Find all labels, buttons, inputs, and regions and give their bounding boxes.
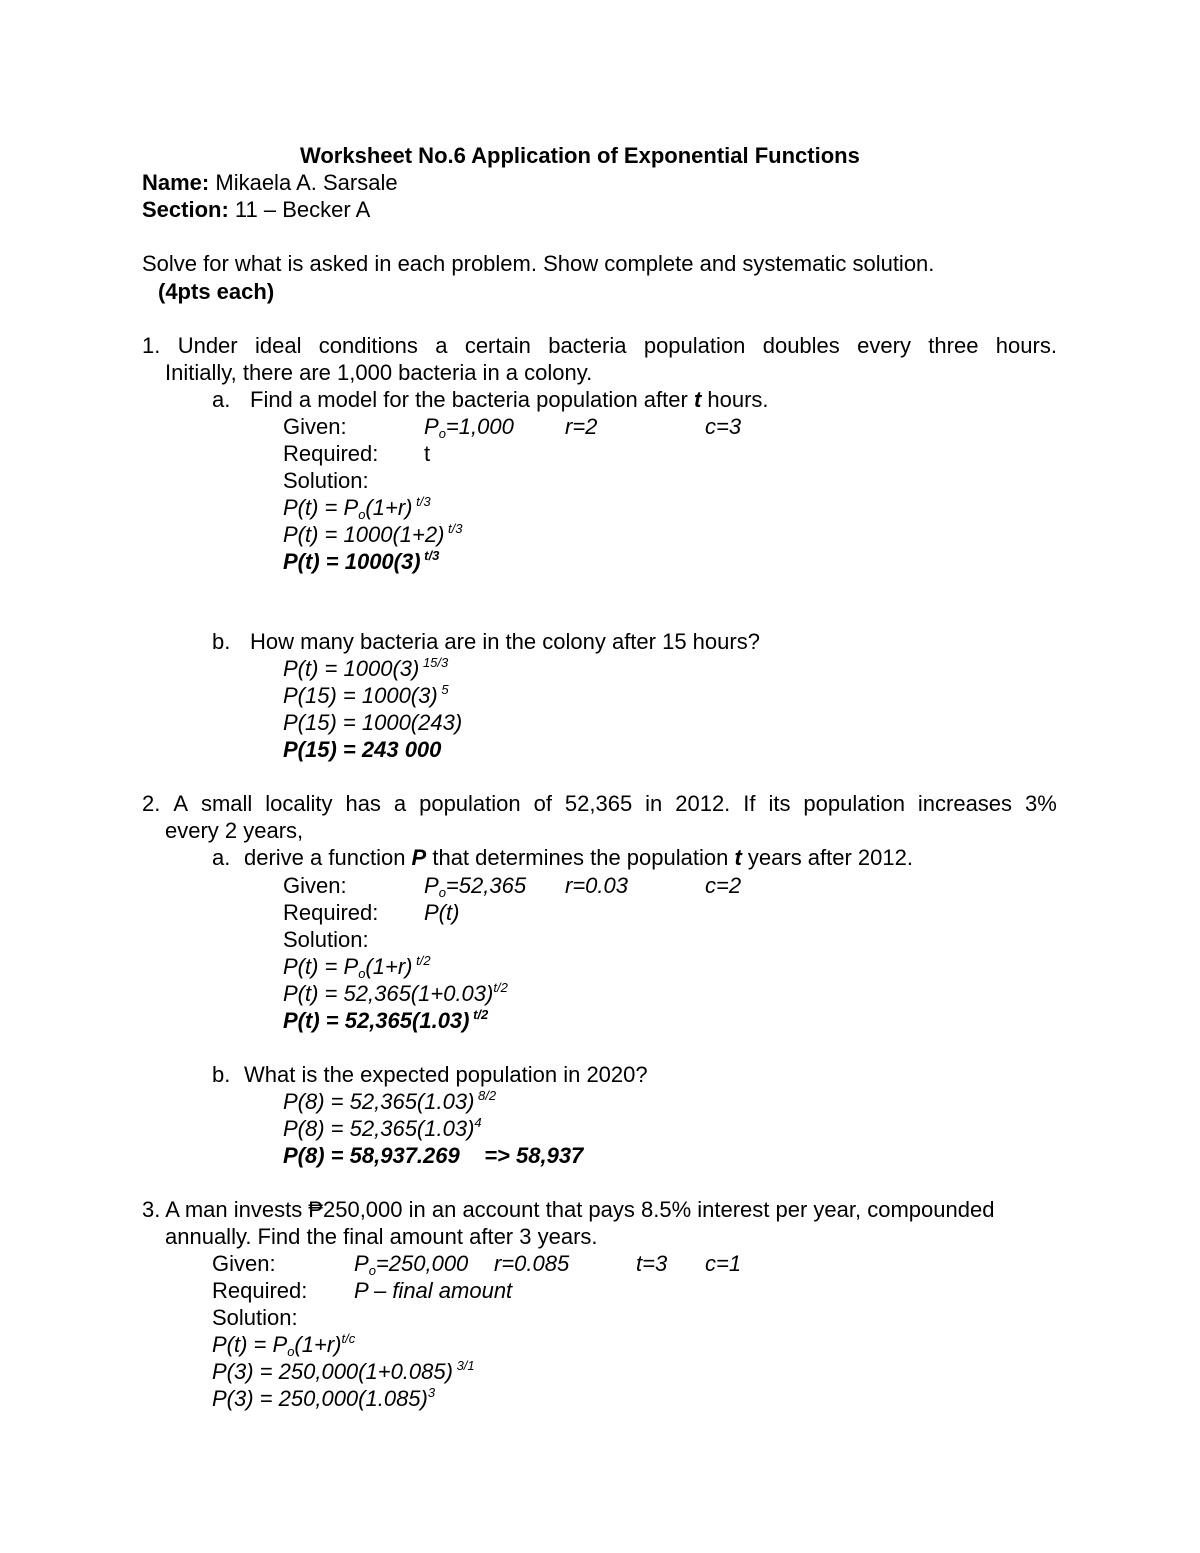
p2-answer-text: P(t) = 52,365(1.03) bbox=[283, 1008, 470, 1033]
p1-solution-label: Solution: bbox=[283, 468, 369, 493]
p2-word: increases bbox=[917, 791, 1013, 816]
p3-given-label: Given: bbox=[212, 1251, 276, 1276]
p2-word: 52,365 bbox=[564, 791, 633, 816]
p1-word: certain bbox=[464, 333, 531, 358]
p1-solution-answer bbox=[283, 548, 439, 575]
p1-b-step-1 bbox=[283, 655, 448, 682]
p3-given-t: t=3 bbox=[636, 1251, 668, 1276]
p2-step-sup: t/2 bbox=[493, 980, 508, 995]
p2-step-sup: t/2 bbox=[412, 953, 431, 968]
problem-3-line-2: annually. Find the final amount after 3 years. bbox=[165, 1224, 598, 1249]
p2-solution-label: Solution: bbox=[283, 927, 369, 952]
problem-1-line-2: Initially, there are 1,000 bacteria in a colony. bbox=[165, 360, 593, 385]
p3-step-text: P(3) = 250,000(1+0.085) bbox=[212, 1359, 453, 1384]
p3-given-r: r=0.085 bbox=[494, 1251, 570, 1276]
p2-b-step-1 bbox=[283, 1088, 496, 1115]
p2-word: small bbox=[200, 791, 253, 816]
p1-p0-symbol: P bbox=[424, 414, 439, 439]
p3-step-sub: o bbox=[287, 1344, 295, 1359]
points-note: (4pts each) bbox=[158, 279, 275, 304]
p2-step-text: P(t) = 52,365(1+0.03) bbox=[283, 981, 494, 1006]
problem-3-line-1: 3. A man invests ₱250,000 in an account that pays 8.5% interest per year, compounded bbox=[142, 1197, 995, 1222]
p3-p0-subscript: o bbox=[368, 1263, 376, 1278]
p1-word: Under bbox=[177, 333, 238, 358]
p1-b-step-3: P(15) = 1000(243) bbox=[283, 710, 463, 735]
p3-step-sup: 3/1 bbox=[452, 1358, 475, 1373]
p2-b-answer: P(8) = 58,937.269 => 58,937 bbox=[283, 1143, 584, 1168]
p3-step-text: P(t) = P bbox=[212, 1332, 288, 1357]
p2-b-text: P(8) = 52,365(1.03) bbox=[283, 1116, 475, 1141]
p2-p0-value: =52,365 bbox=[445, 873, 527, 898]
p2-word: has bbox=[345, 791, 381, 816]
p2-a-text: derive a function bbox=[244, 845, 412, 870]
p1-word: hours. bbox=[995, 333, 1057, 358]
p1-a-label: a. bbox=[212, 387, 231, 412]
p1-answer-text: P(t) = 1000(3) bbox=[283, 549, 421, 574]
p2-word: population bbox=[803, 791, 905, 816]
p1-a-text: Find a model for the bacteria population after bbox=[250, 387, 694, 412]
p1-given-label: Given: bbox=[283, 414, 347, 439]
p1-b-text: P(15) = 1000(3) bbox=[283, 683, 438, 708]
p2-word: A bbox=[173, 791, 188, 816]
p1-given-c: c=3 bbox=[705, 414, 742, 439]
problem-2-line-1 bbox=[142, 790, 1057, 817]
p3-required-value: P – final amount bbox=[354, 1278, 513, 1303]
p2-a-label: a. bbox=[212, 845, 231, 870]
p1-step-text: P(t) = P bbox=[283, 495, 359, 520]
p2-a-text: years after 2012. bbox=[741, 845, 913, 870]
p3-step-text: P(3) = 250,000(1.085) bbox=[212, 1386, 428, 1411]
p1-word: 1. bbox=[142, 333, 161, 358]
p2-a-text: that determines the population bbox=[426, 845, 735, 870]
p1-given-p0 bbox=[424, 413, 514, 440]
p2-a-var: P bbox=[411, 845, 427, 870]
p1-b-label: b. bbox=[212, 629, 231, 654]
p3-given-p0 bbox=[354, 1250, 468, 1277]
p1-p0-subscript: o bbox=[438, 426, 446, 441]
p1-required-value: t bbox=[424, 441, 431, 466]
p1-p0-value: =1,000 bbox=[445, 414, 514, 439]
p1-step-text: (1+r) bbox=[365, 495, 413, 520]
p1-answer-sup: t/3 bbox=[420, 548, 440, 563]
section-label: Section: bbox=[142, 197, 229, 222]
p2-b-label: b. bbox=[212, 1062, 231, 1087]
p3-solution-label: Solution: bbox=[212, 1305, 298, 1330]
section-line bbox=[142, 196, 370, 223]
p1-solution-step-1 bbox=[283, 494, 431, 521]
p1-b-step-2 bbox=[283, 682, 449, 709]
p2-p0-symbol: P bbox=[424, 873, 439, 898]
p2-solution-step-2 bbox=[283, 980, 508, 1007]
p1-word: ideal bbox=[254, 333, 302, 358]
p2-given-r: r=0.03 bbox=[565, 873, 628, 898]
p2-a-var: t bbox=[734, 845, 742, 870]
p2-word: of bbox=[533, 791, 552, 816]
p1-word: every bbox=[857, 333, 911, 358]
p2-given-label: Given: bbox=[283, 873, 347, 898]
p1-b-answer: P(15) = 243 000 bbox=[283, 737, 442, 762]
name-line bbox=[142, 169, 398, 196]
problem-2-line-2: every 2 years, bbox=[165, 818, 304, 843]
p3-p0-value: =250,000 bbox=[375, 1251, 469, 1276]
p1-step-text: P(t) = 1000(1+2) bbox=[283, 522, 445, 547]
p3-step-sup: 3 bbox=[427, 1385, 436, 1400]
p2-word: its bbox=[768, 791, 791, 816]
p1-a-text: hours. bbox=[701, 387, 769, 412]
p2-b-step-2 bbox=[283, 1115, 482, 1142]
p1-step-sup: t/3 bbox=[412, 494, 431, 509]
p2-given-p0 bbox=[424, 872, 526, 899]
p2-required-value: P(t) bbox=[424, 900, 460, 925]
instructions: Solve for what is asked in each problem. Show complete and systematic solution. bbox=[142, 251, 935, 276]
p1-word: bacteria bbox=[548, 333, 627, 358]
p3-required-label: Required: bbox=[212, 1278, 308, 1303]
p1-word: doubles bbox=[762, 333, 840, 358]
p2-word: in bbox=[645, 791, 663, 816]
p2-solution-answer bbox=[283, 1007, 488, 1034]
p1-word: conditions bbox=[318, 333, 418, 358]
p1-a-question bbox=[250, 386, 769, 413]
worksheet-title: Worksheet No.6 Application of Exponential Functions bbox=[300, 143, 860, 168]
p3-solution-step-2 bbox=[212, 1358, 475, 1385]
p2-solution-step-1 bbox=[283, 953, 431, 980]
p1-word: population bbox=[643, 333, 746, 358]
p1-b-question: How many bacteria are in the colony after 15 hours? bbox=[250, 629, 760, 654]
p1-b-sup: 5 bbox=[437, 682, 449, 697]
p2-answer-sup: t/2 bbox=[469, 1007, 489, 1022]
p1-step-sub: o bbox=[358, 507, 366, 522]
name-label: Name bbox=[142, 170, 202, 195]
p1-word: three bbox=[928, 333, 979, 358]
p2-step-sub: o bbox=[358, 966, 366, 981]
p1-word: a bbox=[435, 333, 448, 358]
p2-step-text: P(t) = P bbox=[283, 954, 359, 979]
p1-a-var: t bbox=[693, 387, 702, 412]
p2-word: 3% bbox=[1025, 791, 1057, 816]
p2-b-question: What is the expected population in 2020? bbox=[244, 1062, 648, 1087]
name-value: Mikaela A. Sarsale bbox=[215, 170, 398, 195]
p1-b-text: P(t) = 1000(3) bbox=[283, 656, 420, 681]
p3-given-c: c=1 bbox=[705, 1251, 742, 1276]
p3-step-sup: t/c bbox=[341, 1331, 356, 1346]
p2-word: a bbox=[393, 791, 407, 816]
p2-word: 2. bbox=[142, 791, 161, 816]
p2-b-text: P(8) = 52,365(1.03) bbox=[283, 1089, 475, 1114]
p3-solution-step-3 bbox=[212, 1385, 435, 1412]
p3-p0-symbol: P bbox=[354, 1251, 369, 1276]
p1-required-label: Required: bbox=[283, 441, 379, 466]
p3-solution-step-1 bbox=[212, 1331, 355, 1358]
p2-required-label: Required: bbox=[283, 900, 379, 925]
section-value: 11 – Becker A bbox=[234, 197, 371, 222]
p2-word: 2012. bbox=[675, 791, 731, 816]
p2-given-c: c=2 bbox=[705, 873, 742, 898]
p1-given-r: r=2 bbox=[565, 414, 598, 439]
p2-p0-subscript: o bbox=[438, 885, 446, 900]
p2-step-text: (1+r) bbox=[365, 954, 413, 979]
name-colon: : bbox=[201, 170, 210, 195]
p2-a-question bbox=[244, 844, 913, 871]
p3-step-text: (1+r) bbox=[294, 1332, 342, 1357]
p1-solution-step-2 bbox=[283, 521, 463, 548]
p2-b-sup: 4 bbox=[474, 1115, 482, 1130]
p2-b-sup: 8/2 bbox=[474, 1088, 497, 1103]
p1-step-sup: t/3 bbox=[444, 521, 463, 536]
p2-word: population bbox=[419, 791, 521, 816]
p1-b-sup: 15/3 bbox=[419, 655, 449, 670]
p2-word: locality bbox=[265, 791, 333, 816]
problem-1-line-1 bbox=[142, 332, 1057, 359]
p2-word: If bbox=[743, 791, 756, 816]
